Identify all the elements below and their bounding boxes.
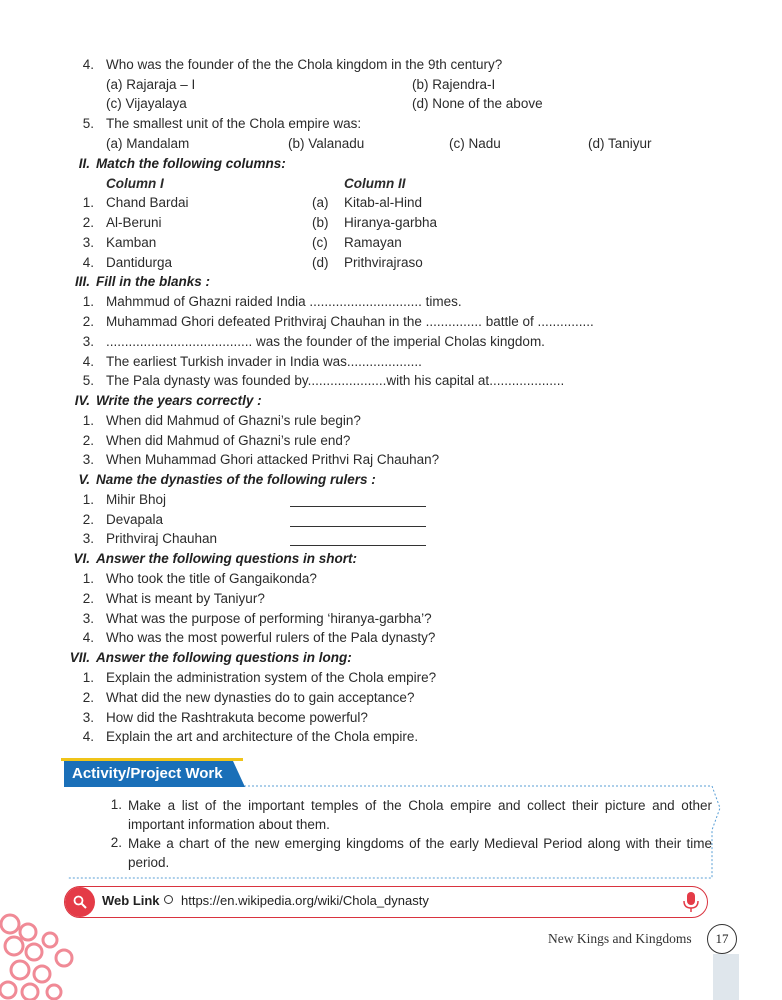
option-d: (d) Taniyur bbox=[588, 136, 652, 151]
web-link-bar[interactable] bbox=[64, 886, 708, 918]
row-number: 3. bbox=[82, 235, 94, 250]
match-left: Al-Beruni bbox=[106, 215, 162, 230]
item-number: 1. bbox=[82, 294, 94, 309]
question-item: When did Mahmud of Ghazni’s rule begin? bbox=[106, 413, 361, 428]
item-number: 3. bbox=[82, 611, 94, 626]
section-heading bbox=[60, 471, 376, 489]
section-title: Name the dynasties of the following rulers : bbox=[96, 472, 376, 487]
section-heading bbox=[60, 273, 210, 291]
microphone-icon[interactable] bbox=[681, 891, 701, 913]
decorative-circles-icon bbox=[0, 910, 90, 1000]
section-heading bbox=[60, 392, 262, 410]
row-number: 2. bbox=[82, 215, 94, 230]
section-label: V. bbox=[78, 472, 90, 487]
item-number: 1. bbox=[110, 797, 122, 812]
match-left: Dantidurga bbox=[106, 255, 173, 270]
activity-item: Make a list of the important temples of the Chola empire and collect their picture and other important information about them. bbox=[128, 798, 712, 832]
item-number: 1. bbox=[82, 492, 94, 507]
item-number: 3. bbox=[82, 334, 94, 349]
question-number: 5. bbox=[82, 116, 94, 131]
section-title: Answer the following questions in long: bbox=[96, 650, 352, 665]
item-number: 1. bbox=[82, 571, 94, 586]
item-number: 2. bbox=[82, 433, 94, 448]
answer-line bbox=[290, 506, 426, 507]
item-number: 1. bbox=[82, 670, 94, 685]
question-item: Explain the administration system of the Chola empire? bbox=[106, 670, 437, 685]
option-d: (d) None of the above bbox=[412, 96, 543, 111]
option-a: (a) Rajaraja – I bbox=[106, 77, 196, 92]
ruler-name: Mihir Bhoj bbox=[106, 492, 167, 507]
item-number: 3. bbox=[82, 710, 94, 725]
question-item: Who was the most powerful rulers of the Pala dynasty? bbox=[106, 630, 436, 645]
fill-blank-item: The earliest Turkish invader in India was.................... bbox=[106, 354, 422, 369]
item-number: 3. bbox=[82, 452, 94, 467]
section-heading bbox=[60, 649, 352, 667]
section-title: Fill in the blanks : bbox=[96, 274, 211, 289]
web-link-url[interactable]: https://en.wikipedia.org/wiki/Chola_dynasty bbox=[181, 893, 429, 908]
item-number: 5. bbox=[82, 373, 94, 388]
question-item: Explain the art and architecture of the Chola empire. bbox=[106, 729, 419, 744]
section-title: Match the following columns: bbox=[96, 156, 286, 171]
question-item: What was the purpose of performing ‘hiranya-garbha’? bbox=[106, 611, 432, 626]
section-label: II. bbox=[78, 156, 90, 171]
section-label: VII. bbox=[69, 650, 90, 665]
page-side-tab bbox=[713, 954, 739, 1000]
activity-item: Make a chart of the new emerging kingdoms of the early Medieval Period along with their time period. bbox=[128, 836, 712, 870]
item-number: 3. bbox=[82, 531, 94, 546]
match-right: Hiranya-garbha bbox=[344, 215, 438, 230]
page-number: 17 bbox=[707, 924, 737, 954]
match-letter: (c) bbox=[312, 235, 328, 250]
column-header: Column I bbox=[106, 176, 164, 191]
item-number: 1. bbox=[82, 413, 94, 428]
option-c: (c) Nadu bbox=[449, 136, 501, 151]
item-number: 2. bbox=[82, 690, 94, 705]
section-label: VI. bbox=[73, 551, 90, 566]
column-header: Column II bbox=[344, 176, 406, 191]
web-link-label: Web Link bbox=[102, 893, 160, 908]
question-item: When Muhammad Ghori attacked Prithvi Raj Chauhan? bbox=[106, 452, 440, 467]
section-title: Answer the following questions in short: bbox=[96, 551, 358, 566]
match-left: Chand Bardai bbox=[106, 195, 189, 210]
match-letter: (d) bbox=[312, 255, 329, 270]
match-left: Kamban bbox=[106, 235, 157, 250]
question-number: 4. bbox=[82, 57, 94, 72]
item-number: 2. bbox=[82, 512, 94, 527]
option-a: (a) Mandalam bbox=[106, 136, 190, 151]
question-item: Who took the title of Gangaikonda? bbox=[106, 571, 317, 586]
fill-blank-item: ....................................... was the founder of the imperial Cholas kingdom. bbox=[106, 334, 545, 349]
chapter-title: New Kings and Kingdoms bbox=[548, 931, 692, 946]
section-label: III. bbox=[74, 274, 90, 289]
section-heading bbox=[60, 550, 357, 568]
match-right: Prithvirajraso bbox=[344, 255, 423, 270]
question-item: How did the Rashtrakuta become powerful? bbox=[106, 710, 368, 725]
match-right: Ramayan bbox=[344, 235, 402, 250]
fill-blank-item: Mahmmud of Ghazni raided India .............................. times. bbox=[106, 294, 462, 309]
question-item: What did the new dynasties do to gain acceptance? bbox=[106, 690, 415, 705]
item-number: 2. bbox=[110, 835, 122, 850]
question-text: The smallest unit of the Chola empire was: bbox=[106, 116, 362, 131]
option-b: (b) Rajendra-I bbox=[412, 77, 496, 92]
ruler-name: Devapala bbox=[106, 512, 164, 527]
fill-blank-item: Muhammad Ghori defeated Prithviraj Chauhan in the ............... battle of ............... bbox=[106, 314, 594, 329]
section-heading bbox=[60, 155, 286, 173]
row-number: 1. bbox=[82, 195, 94, 210]
item-number: 4. bbox=[82, 354, 94, 369]
item-number: 2. bbox=[82, 314, 94, 329]
activity-title: Activity/Project Work bbox=[64, 761, 233, 787]
match-right: Kitab-al-Hind bbox=[344, 195, 423, 210]
item-number: 2. bbox=[82, 591, 94, 606]
answer-line bbox=[290, 545, 426, 546]
question-item: When did Mahmud of Ghazni’s rule end? bbox=[106, 433, 351, 448]
item-number: 4. bbox=[82, 729, 94, 744]
row-number: 4. bbox=[82, 255, 94, 270]
section-title: Write the years correctly : bbox=[96, 393, 262, 408]
section-label: IV. bbox=[74, 393, 90, 408]
answer-line bbox=[290, 526, 426, 527]
fill-blank-item: The Pala dynasty was founded by.....................with his capital at.................... bbox=[106, 373, 565, 388]
option-c: (c) Vijayalaya bbox=[106, 96, 187, 111]
match-letter: (a) bbox=[312, 195, 329, 210]
circle-bullet-icon bbox=[164, 895, 173, 904]
question-item: What is meant by Taniyur? bbox=[106, 591, 265, 606]
option-b: (b) Valanadu bbox=[288, 136, 365, 151]
item-number: 4. bbox=[82, 630, 94, 645]
match-letter: (b) bbox=[312, 215, 329, 230]
ruler-name: Prithviraj Chauhan bbox=[106, 531, 218, 546]
question-text: Who was the founder of the the Chola kingdom in the 9th century? bbox=[106, 57, 503, 72]
